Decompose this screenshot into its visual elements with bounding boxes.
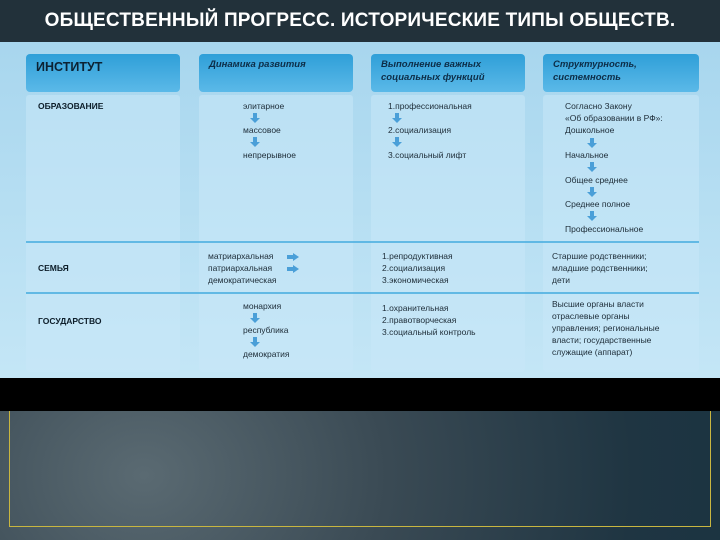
arrow-down-icon — [392, 113, 402, 123]
state-function-item: 2.правотворческая — [382, 315, 457, 325]
family-dynamics-item: матриархальная — [208, 251, 274, 261]
header-functions — [371, 54, 525, 92]
arrow-right-icon — [287, 253, 299, 261]
row-divider — [26, 241, 699, 243]
arrow-down-icon — [250, 137, 260, 147]
education-structure-intro: Согласно Закону — [565, 101, 632, 111]
education-structure-item: Среднее полное — [565, 199, 631, 209]
family-function-item: 3.экономическая — [382, 275, 449, 285]
education-function-item: 2.социализация — [388, 125, 452, 135]
education-structure-item: Профессиональное — [565, 224, 644, 234]
education-structure-intro: «Об образовании в РФ»: — [565, 113, 663, 123]
family-structure-item: дети — [552, 275, 571, 285]
education-structure-item: Общее среднее — [565, 175, 628, 185]
institute-education: ОБРАЗОВАНИЕ — [38, 101, 104, 111]
title-bar — [0, 0, 720, 42]
column-institute — [26, 95, 180, 372]
arrow-down-icon — [587, 138, 597, 148]
education-function-item: 3.социальный лифт — [388, 150, 467, 160]
family-structure-item: младшие родственники; — [552, 263, 648, 273]
family-structure-item: Старшие родственники; — [552, 251, 647, 261]
education-function-item: 1.профессиональная — [388, 101, 472, 111]
arrow-down-icon — [587, 162, 597, 172]
header-dynamics-label: Динамика развития — [209, 59, 306, 70]
state-function-item: 3.социальный контроль — [382, 327, 476, 337]
education-dynamics-item: непрерывное — [243, 150, 296, 160]
arrow-down-icon — [250, 313, 260, 323]
arrow-down-icon — [587, 211, 597, 221]
institute-state: ГОСУДАРСТВО — [38, 316, 102, 326]
header-institute — [26, 54, 180, 92]
row-divider — [26, 292, 699, 294]
header-institute-label: ИНСТИТУТ — [36, 60, 103, 74]
decorative-frame — [9, 411, 711, 527]
family-dynamics-item: патриархальная — [208, 263, 273, 273]
education-dynamics-item: элитарное — [243, 101, 285, 111]
arrow-right-icon — [287, 265, 299, 273]
family-function-item: 2.социализация — [382, 263, 446, 273]
header-structure-line1: Структурность, — [553, 59, 637, 70]
state-structure-item: служащие (аппарат) — [552, 347, 633, 357]
state-structure-item: отраслевые органы — [552, 311, 630, 321]
state-dynamics-item: монархия — [243, 301, 282, 311]
education-dynamics-item: массовое — [243, 125, 281, 135]
state-dynamics-item: демократия — [243, 349, 290, 359]
arrow-down-icon — [250, 337, 260, 347]
institute-family: СЕМЬЯ — [38, 263, 69, 273]
family-dynamics-item: демократическая — [208, 275, 277, 285]
arrow-down-icon — [587, 187, 597, 197]
state-function-item: 1.охранительная — [382, 303, 449, 313]
arrow-down-icon — [392, 137, 402, 147]
header-functions-line2: социальных функций — [381, 72, 485, 83]
education-structure-item: Дошкольное — [565, 125, 615, 135]
state-structure-item: управления; региональные — [552, 323, 660, 333]
header-structure — [543, 54, 699, 92]
state-dynamics-item: республика — [243, 325, 289, 335]
slide-title: ОБЩЕСТВЕННЫЙ ПРОГРЕСС. ИСТОРИЧЕСКИЕ ТИПЫ ОБЩЕСТВ. — [44, 10, 676, 31]
arrow-down-icon — [250, 113, 260, 123]
black-band — [0, 378, 720, 411]
header-structure-line2: системность — [553, 72, 621, 83]
state-structure-item: Высшие органы власти — [552, 299, 644, 309]
family-function-item: 1.репродуктивная — [382, 251, 453, 261]
header-functions-line1: Выполнение важных — [381, 59, 482, 70]
header-dynamics — [199, 54, 353, 92]
state-structure-item: власти; государственные — [552, 335, 652, 345]
education-structure-item: Начальное — [565, 150, 609, 160]
